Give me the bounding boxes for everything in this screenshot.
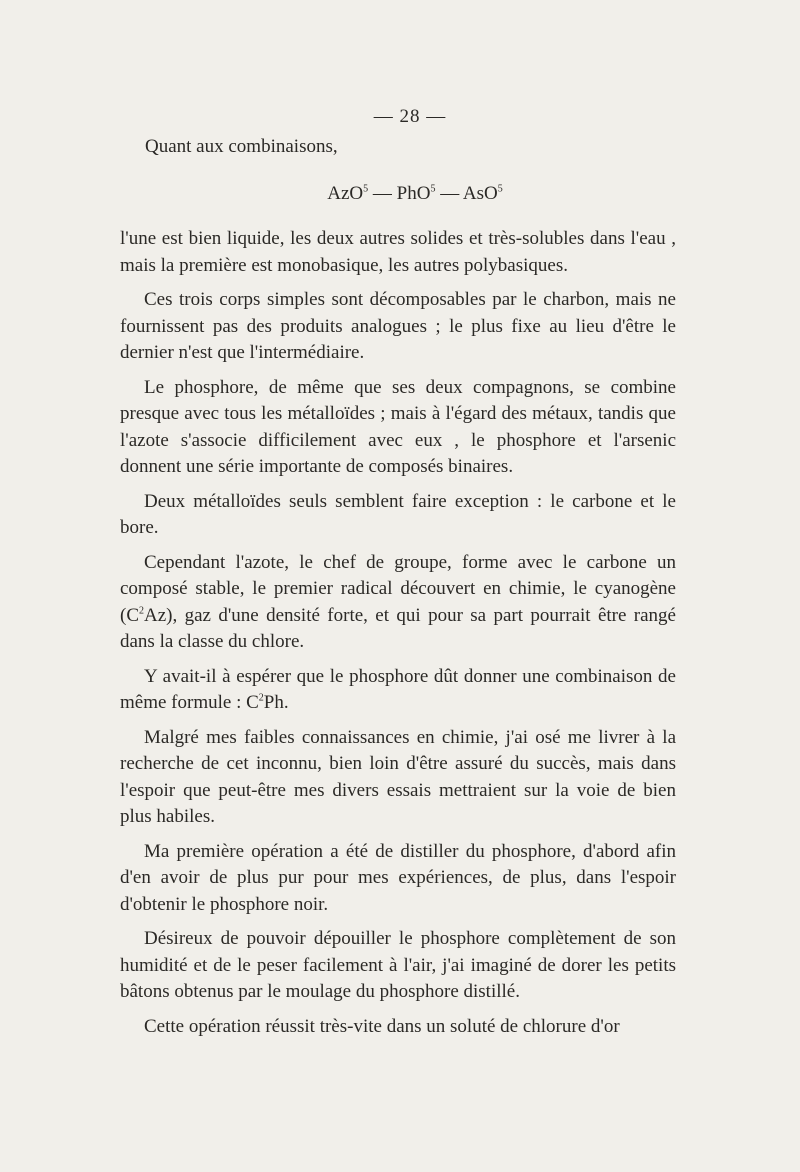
paragraph: Désireux de pouvoir dépouiller le phosphore complètement de son humidité et de le peser facilement à l'air, j'ai imaginé de dorer les petits bâtons obtenus par le moulage du phosphore distillé. xyxy=(120,928,676,1002)
page-number: — 28 — xyxy=(373,106,447,127)
paragraph: Le phosphore, de même que ses deux compagnons, se combine presque avec tous les métalloïdes ; mais à l'égard des métaux, tandis que l'azote s'associe difficilement avec eux , le phosphore et l'arsenic donnent une série importante de composés binaires. xyxy=(120,376,676,477)
formula-separator: — xyxy=(435,183,463,204)
paragraph-formula xyxy=(120,664,676,717)
subscript-number: 2 xyxy=(139,605,144,617)
lead-line: Quant aux combinaisons, xyxy=(145,136,338,157)
formula-separator: — xyxy=(368,183,397,204)
formula-phosphore: PhO xyxy=(396,183,431,204)
body-text xyxy=(120,226,676,1048)
formula-phosphore-exponent: 5 xyxy=(430,183,436,195)
formula-azote-exponent: 5 xyxy=(363,183,369,195)
text-span: Ph. xyxy=(263,692,289,713)
paragraph: Malgré mes faibles connaissances en chimie, j'ai osé me livrer à la recherche de cet inconnu, bien loin d'être assuré du succès, mais dans l'espoir que peut-être mes divers essais mettraient sur la voie de bien plus habiles. xyxy=(120,726,676,827)
chemical-formula-line xyxy=(0,183,800,205)
paragraph: Cette opération réussit très-vite dans un soluté de chlorure d'or xyxy=(144,1015,620,1037)
paragraph: Ces trois corps simples sont décomposables par le charbon, mais ne fournissent pas des produits analogues ; le plus fixe au lieu d'être le dernier n'est que l'intermédiaire. xyxy=(120,289,676,363)
text-span: Y avait-il à espérer que le phosphore dût donner une combinaison de même formule : C xyxy=(120,665,676,713)
formula-azote: AzO xyxy=(327,183,364,204)
text-span: Cependant l'azote, le chef de groupe, forme avec le carbone un composé stable, le premier radical découvert en chimie, le cyanogène (C xyxy=(120,551,676,626)
paragraph: l'une est bien liquide, les deux autres solides et très-solubles dans l'eau , mais la première est monobasique, les autres polybasiques. xyxy=(120,228,676,276)
subscript-number: 2 xyxy=(258,692,264,704)
formula-arsenic-exponent: 5 xyxy=(497,183,503,195)
paragraph: Deux métalloïdes seuls semblent faire exception : le carbone et le bore. xyxy=(120,490,676,538)
text-span: Az), gaz d'une densité forte, et qui pour sa part pourrait être rangé dans la classe du chlore. xyxy=(120,604,676,652)
formula-arsenic: AsO xyxy=(462,183,498,204)
paragraph: Ma première opération a été de distiller du phosphore, d'abord afin d'en avoir de plus pur pour mes expériences, de plus, dans l'espoir d'obtenir le phosphore noir. xyxy=(120,840,676,915)
paragraph-cyanogene xyxy=(120,550,676,656)
